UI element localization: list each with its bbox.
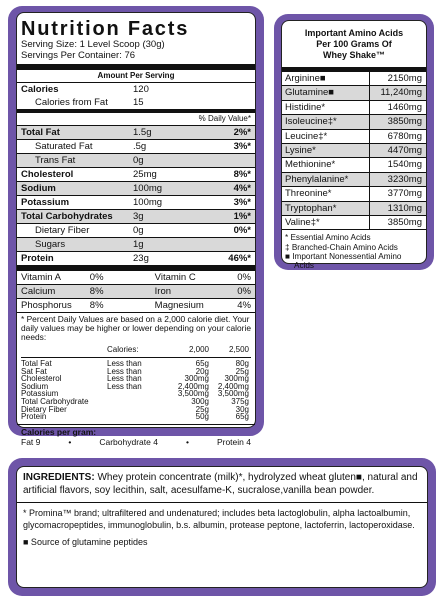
nutrient-dv: 46%*	[228, 253, 251, 264]
amino-value: 3230mg	[387, 173, 422, 185]
vitamin-cell: Iron	[154, 286, 172, 297]
nutrient-row	[17, 126, 255, 139]
nutrient-label: Potassium	[21, 197, 70, 208]
nutrient-row	[17, 251, 255, 265]
amino-row	[282, 187, 426, 201]
nutrient-label: Sodium	[21, 183, 56, 194]
amino-row	[282, 86, 426, 100]
amino-name: Valine‡*	[285, 216, 370, 229]
dv-table-head-cell: Calories:	[107, 345, 139, 354]
nutrient-row	[17, 195, 255, 209]
nutrient-amount: 100mg	[133, 183, 163, 194]
dv-table-cell: 300mg	[224, 374, 249, 384]
ingredients-text	[17, 467, 427, 500]
amino-value: 3850mg	[387, 116, 422, 128]
nutrient-amount: 0g	[133, 155, 144, 166]
nutrient-row	[17, 209, 255, 223]
nutrient-dv: 2%*	[233, 127, 251, 138]
dv-table-cell: 375g	[231, 396, 249, 406]
nutrient-dv: 8%*	[233, 169, 251, 180]
nutrient-amount: 23g	[133, 253, 149, 264]
amino-name: Methionine*	[285, 158, 370, 171]
amino-name: Glutamine■	[285, 86, 370, 99]
ingredients-panel	[16, 466, 428, 588]
calories-fat-row	[17, 96, 255, 109]
nutrient-label: Protein	[21, 253, 54, 264]
vitamin-cell: 0%	[237, 286, 251, 297]
daily-value-table	[17, 344, 255, 421]
amino-row	[282, 202, 426, 216]
calories-value: 120	[133, 84, 149, 95]
dv-table-cell: Sodium	[21, 381, 49, 391]
vitamin-row	[17, 298, 255, 312]
amino-name: Phenylalanine*	[285, 173, 370, 186]
dv-table-cell: 300mg	[184, 374, 209, 384]
amino-row	[282, 144, 426, 158]
amino-title-line-1: Important Amino Acids	[304, 28, 404, 38]
amino-name: Histidine*	[285, 101, 370, 114]
amino-row	[282, 115, 426, 129]
amino-value: 3850mg	[387, 217, 422, 229]
nutrient-row	[17, 223, 255, 237]
nutrient-dv	[203, 154, 251, 167]
nutrient-label: Saturated Fat	[35, 141, 93, 152]
amino-value: 2150mg	[387, 73, 422, 84]
amino-row	[282, 72, 426, 86]
dv-table-cell: 65g	[195, 359, 209, 368]
nutrient-amount: 3g	[133, 211, 144, 222]
vitamin-cell: Phosphorus	[21, 300, 72, 311]
vitamin-cell: 0%	[237, 272, 251, 283]
dv-table-head-cell	[21, 344, 107, 355]
calories-fat-value: 15	[133, 97, 144, 108]
dv-table-cell: Total Carbohydrate	[21, 396, 89, 406]
amino-title	[282, 28, 426, 61]
cal-gram-protein: Protein 4	[216, 436, 251, 447]
ingredients-footnote: * Promina™ brand; ultrafiltered and undenatured; includes beta lactoglobulin, alpha lactoalbumin, glycomacropeptides, immunoglobulin, b.s. albumin, protease peptone, lactoferrin, lactoperoxidase.	[23, 507, 415, 531]
ingredients-label: INGREDIENTS:	[23, 472, 95, 483]
amino-rows	[282, 72, 426, 230]
dv-table-cell: 300g	[191, 396, 209, 406]
dv-table-cell: Total Fat	[21, 359, 52, 368]
amino-value: 3770mg	[387, 188, 422, 200]
nutrient-dv: 3%*	[233, 197, 251, 208]
amino-title-line-3: Whey Shake™	[322, 50, 386, 60]
calories-per-gram-title: Calories per gram:	[21, 426, 97, 437]
nutrient-dv: 4%*	[233, 183, 251, 194]
nutrient-label: Total Fat	[21, 127, 60, 138]
calories-label: Calories	[21, 84, 59, 95]
amino-name: Leucine‡*	[285, 130, 370, 143]
daily-value-header: % Daily Value*	[198, 114, 251, 123]
amino-name: Lysine*	[285, 144, 370, 157]
amino-name: Threonine*	[285, 187, 370, 200]
dv-table-cell: 2,400mg	[177, 381, 209, 391]
nutrient-label: Cholesterol	[21, 169, 74, 180]
dv-table-cell: Dietary Fiber	[21, 404, 67, 414]
bullet: •	[185, 436, 189, 447]
vitamin-cell: Calcium	[21, 286, 56, 297]
nutrient-row	[17, 153, 255, 167]
nutrient-row	[17, 181, 255, 195]
amino-value: 6780mg	[387, 130, 422, 142]
nutrient-amount: 1.5g	[133, 127, 152, 138]
amino-acid-panel	[281, 20, 427, 271]
dv-table-cell: 50g	[195, 412, 209, 422]
amount-per-serving: Amount Per Serving	[97, 71, 175, 80]
serving-size: Serving Size: 1 Level Scoop (30g)	[21, 39, 165, 50]
nutrient-amount: 0g	[133, 225, 144, 236]
cal-gram-fat: Fat 9	[21, 436, 41, 447]
nutrient-row	[17, 237, 255, 251]
dv-table-cell	[107, 406, 167, 414]
dv-table-row	[21, 406, 251, 414]
nutrient-label: Trans Fat	[35, 155, 76, 166]
dv-table-cell: Cholesterol	[21, 374, 62, 384]
dv-table-cell: 80g	[235, 359, 249, 368]
dv-table-cell	[107, 413, 167, 421]
vitamin-rows	[17, 271, 255, 312]
amino-notes	[282, 230, 426, 273]
amino-note: ‡ Branched-Chain Amino Acids	[285, 242, 398, 252]
nutrient-row	[17, 139, 255, 153]
dv-table-cell: 3,500mg	[217, 389, 249, 399]
dv-table-cell: Less than	[107, 381, 142, 391]
vitamin-cell: Vitamin A	[21, 272, 61, 283]
vitamin-row	[17, 284, 255, 298]
amino-row	[282, 158, 426, 172]
calories-row	[17, 83, 255, 96]
amino-value: 4470mg	[387, 145, 422, 157]
nutrition-title: Nutrition Facts	[21, 18, 190, 40]
nutrient-amount: 100mg	[133, 197, 163, 208]
dv-table-cell	[107, 398, 167, 406]
amino-value: 1460mg	[387, 101, 422, 113]
vitamin-cell: 4%	[237, 300, 251, 311]
amino-name: Tryptophan*	[285, 202, 370, 215]
dv-table-cell: 25g	[195, 404, 209, 414]
nutrition-facts-panel	[16, 12, 256, 447]
dv-table-cell: Sat Fat	[21, 366, 47, 376]
servings-per-container: Servings Per Container: 76	[21, 50, 136, 61]
bullet: •	[68, 436, 72, 447]
vitamin-cell: Magnesium	[154, 300, 204, 311]
nutrient-label: Dietary Fiber	[35, 225, 90, 236]
dv-footnote: * Percent Daily Values are based on a 2,000 calorie diet. Your daily values may be higher or lower depending on your calorie needs:	[21, 314, 251, 342]
amino-note: * Essential Amino Acids	[285, 233, 371, 243]
nutrient-amount: 1g	[133, 239, 144, 250]
vitamin-cell: 0%	[89, 272, 104, 283]
amino-value: 1540mg	[387, 159, 422, 171]
nutrient-amount: .5g	[133, 141, 147, 152]
dv-table-cell: Protein	[21, 412, 47, 422]
amino-row	[282, 130, 426, 144]
dv-table-head-cell: 2,000	[188, 345, 209, 354]
vitamin-cell: Vitamin C	[154, 272, 196, 283]
dv-table-cell: 65g	[235, 412, 249, 422]
amino-row	[282, 216, 426, 230]
nutrient-dv	[203, 238, 251, 251]
glutamine-footnote: ■ Source of glutamine peptides	[23, 536, 148, 547]
nutrient-row	[17, 167, 255, 181]
amino-name: Arginine■	[285, 72, 370, 85]
nutrient-dv: 1%*	[233, 211, 251, 222]
cal-gram-carb: Carbohydrate 4	[99, 436, 158, 447]
calories-per-gram	[17, 437, 255, 448]
amino-name: Isoleucine‡*	[285, 115, 370, 128]
dv-table-cell: 20g	[195, 366, 209, 376]
nutrient-dv: 0%*	[233, 225, 251, 236]
dv-table-cell	[107, 390, 167, 398]
dv-table-cell: Less than	[107, 374, 142, 384]
calories-fat-label: Calories from Fat	[35, 97, 108, 108]
amino-row	[282, 173, 426, 187]
nutrient-label: Sugars	[35, 239, 66, 250]
amino-row	[282, 101, 426, 115]
nutrient-label: Total Carbohydrates	[21, 211, 113, 222]
ingredients-frame	[8, 458, 436, 596]
dv-table-cell: 30g	[235, 404, 249, 414]
dv-table-head-cell: 2,500	[228, 345, 249, 354]
vitamin-cell: 8%	[89, 300, 104, 311]
amino-value: 1310mg	[387, 202, 422, 214]
amino-frame	[274, 14, 434, 270]
amino-title-line-2: Per 100 Grams Of	[316, 39, 392, 49]
nutrition-frame	[8, 6, 264, 447]
vitamin-cell: 8%	[89, 286, 104, 297]
dv-table-cell: 25g	[235, 366, 249, 376]
dv-table-cell: Less than	[107, 359, 142, 368]
dv-table-cell: 2,400mg	[217, 381, 249, 391]
dv-table-head	[21, 344, 251, 358]
dv-table-cell: Less than	[107, 366, 142, 376]
nutrient-dv: 3%*	[233, 141, 251, 152]
nutrient-rows	[17, 126, 255, 265]
dv-table-row	[21, 413, 251, 421]
amino-value: 11,240mg	[380, 87, 422, 99]
nutrient-amount: 25mg	[133, 169, 157, 180]
dv-table-cell: 3,500mg	[177, 389, 209, 399]
amino-note: ■ Important Nonessential Amino Acids	[285, 251, 402, 271]
vitamin-row	[17, 271, 255, 284]
dv-table-cell: Potassium	[21, 389, 59, 399]
ingredients-list: Whey protein concentrate (milk)*, hydrolyzed wheat gluten■, natural and artificial flavors, soy lecithin, salt, acesulfame-K, sucralose,vanilla bean powder.	[23, 472, 418, 497]
